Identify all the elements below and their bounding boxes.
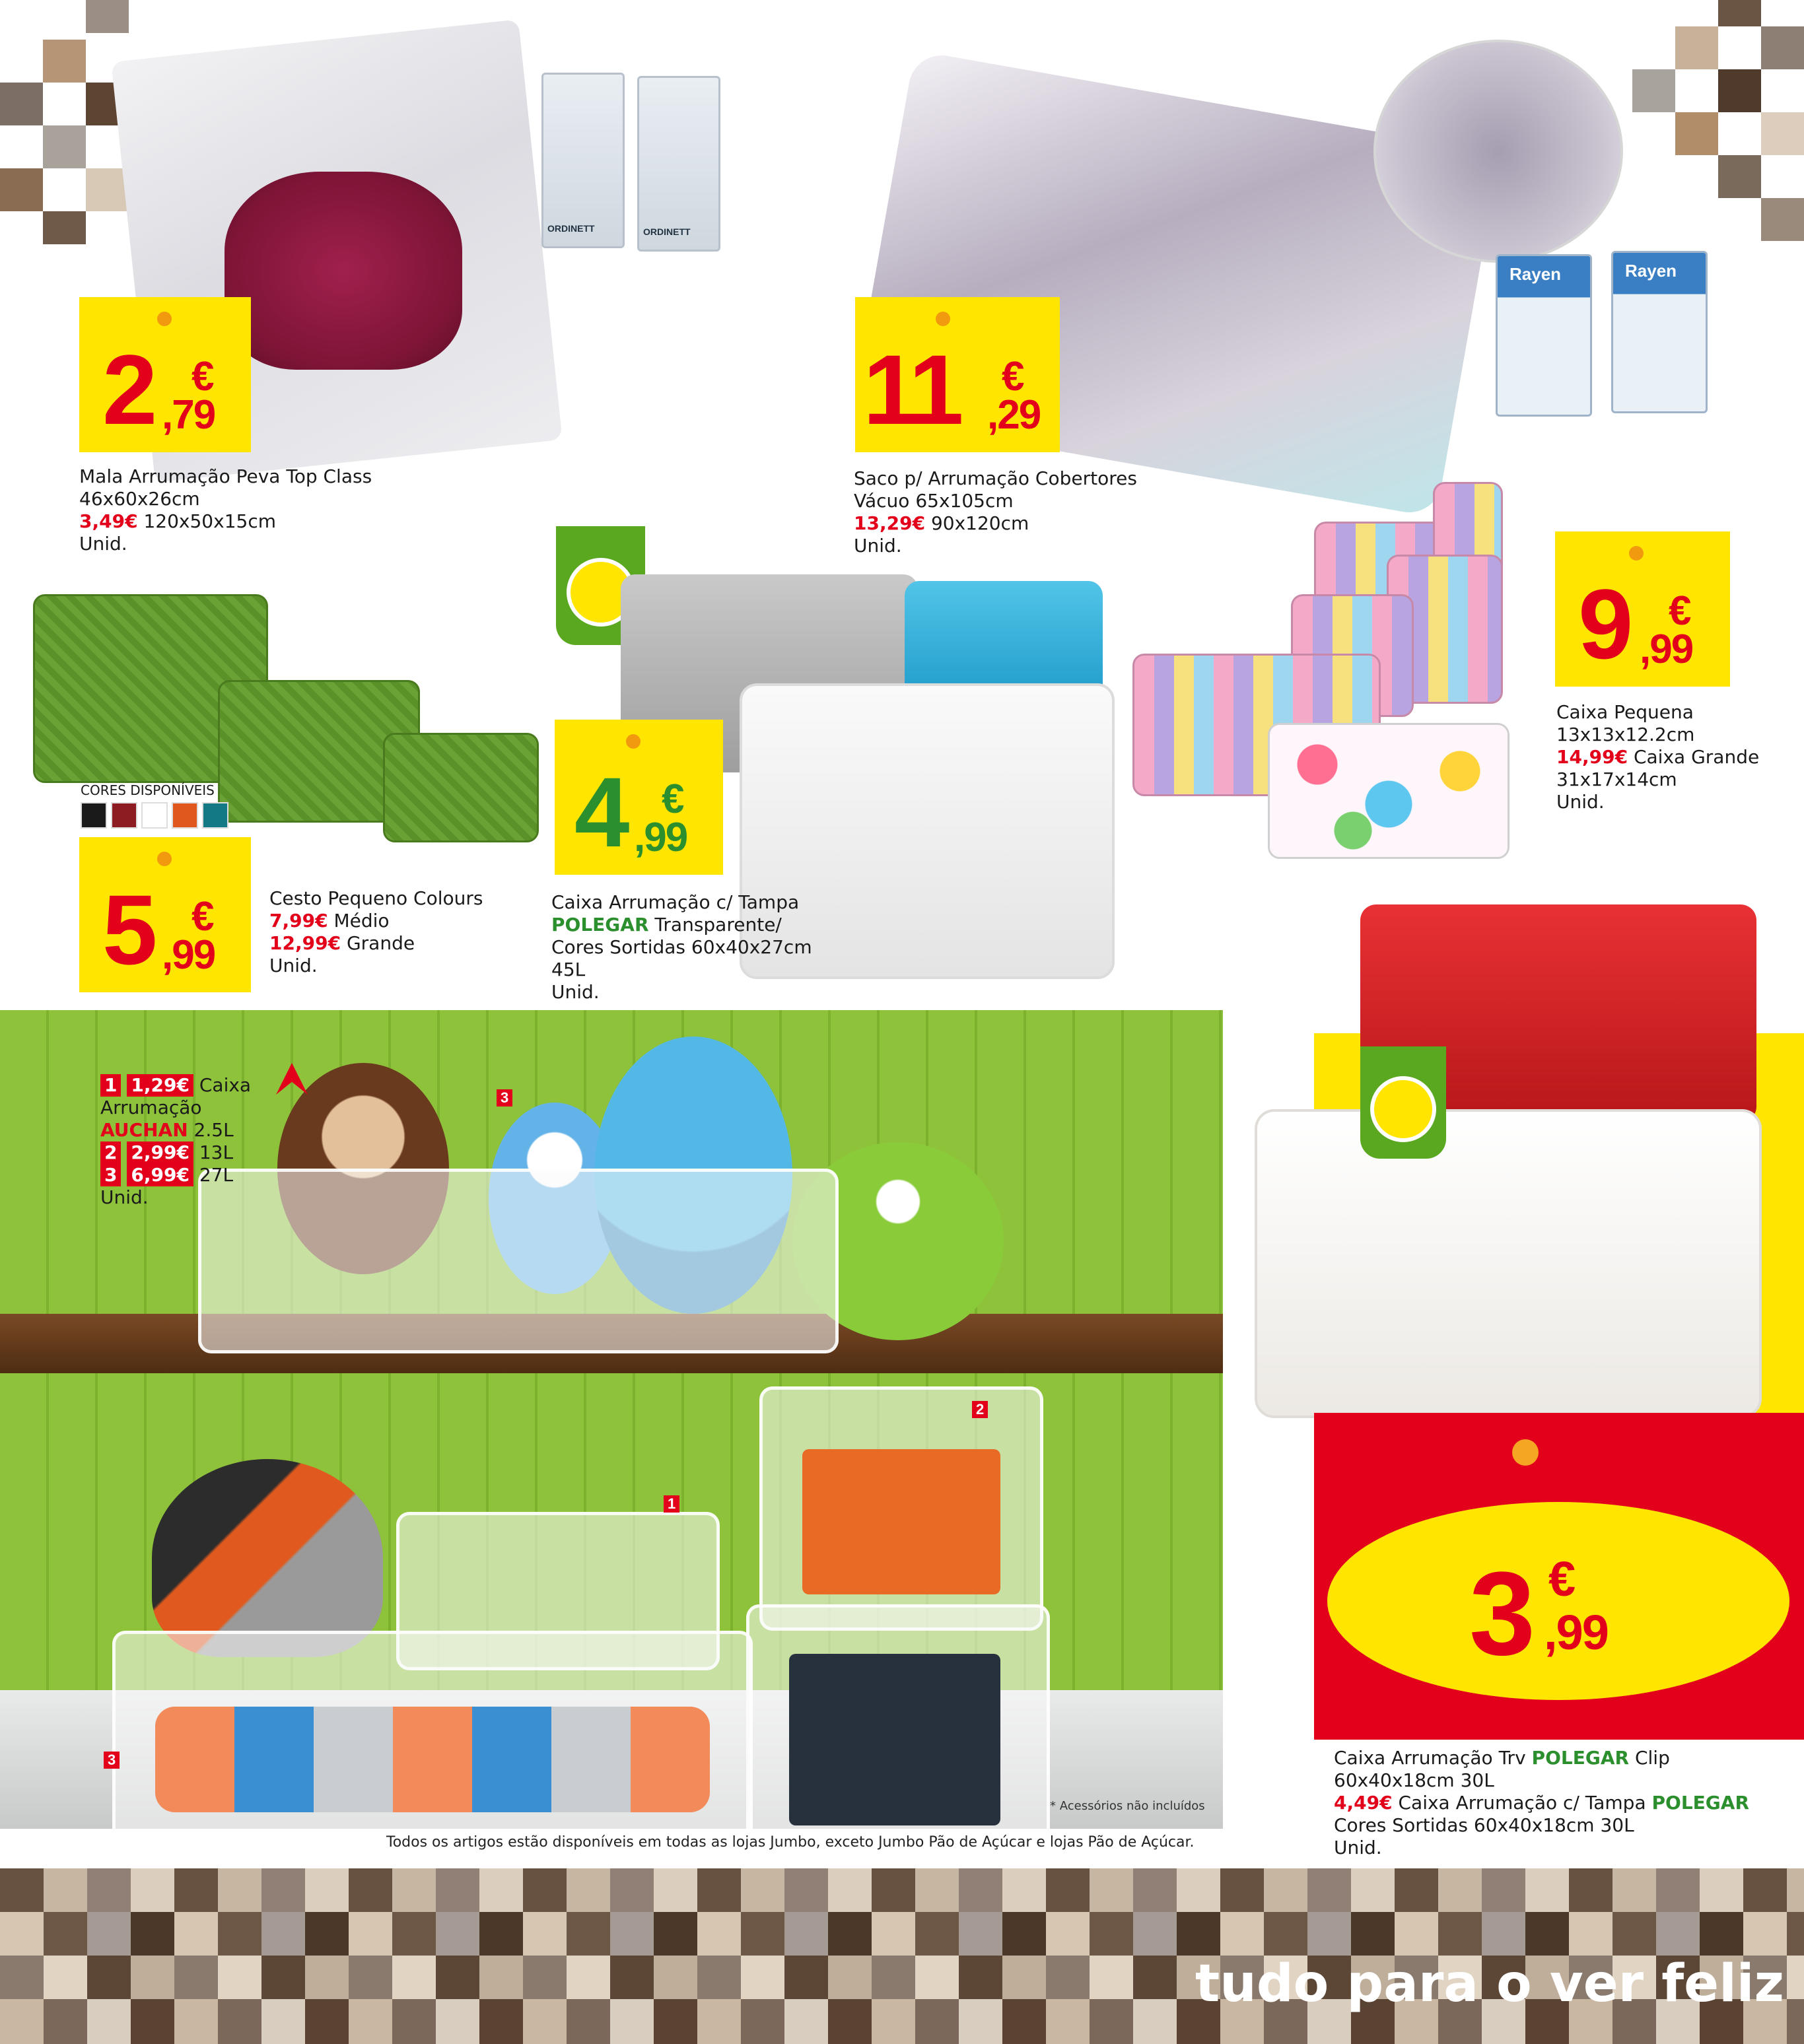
product-name: Caixa Arrumação Trv [1334,1747,1526,1769]
price-integer: 9 [1578,568,1630,679]
price-currency: € [1002,354,1025,399]
callout-number: 2 [972,1401,988,1418]
tag-hole [936,312,950,326]
tag-hole [626,734,641,749]
color-swatch-white [141,802,168,829]
callout-number: 3 [497,1089,512,1107]
package-brand-label: ORDINETT [547,223,595,234]
price-banner [1314,1413,1804,1740]
product-info-caixa-pequena [1556,701,1794,813]
price-currency: € [1669,588,1692,634]
product-unit: Unid. [1334,1837,1382,1858]
product-info-caixa-tampa [551,891,895,1004]
price-decimal: ,79 [162,392,215,438]
price [1578,568,1630,679]
brand-suffix: Transparente/ [648,914,782,936]
product-dims: 13x13x12.2cm [1556,724,1695,745]
product-unit: Unid. [100,1186,149,1208]
callout-number: 3 [104,1752,120,1769]
price [102,334,154,445]
price-currency: € [1548,1551,1576,1606]
product-unit: Unid. [1556,791,1605,813]
item-number: 2 [100,1141,121,1164]
alt-price: 4,49€ [1334,1792,1393,1814]
basket-small-image [383,733,539,842]
alt-dims: 31x17x14cm [1556,768,1677,790]
price-currency: € [662,776,685,822]
price-decimal: ,29 [987,392,1041,438]
product-info-caixa-trv [1334,1747,1796,1859]
price-integer: 2 [102,334,154,445]
availability-note: Todos os artigos estão disponíveis em todas as lojas Jumbo, exceto Jumbo Pão de Açúcar e lojas Pão de Açúcar. [386,1834,1195,1851]
thumbs-up-icon [1370,1076,1436,1142]
product-volume: 45L [551,959,586,980]
checker-top-right [1632,0,1804,244]
product-info-auchan [100,1074,312,1209]
package-brand-label: Rayen [1509,264,1562,284]
price [863,334,960,445]
item-price: 1,29€ [127,1074,193,1097]
alt-label: Caixa Arrumação c/ Tampa [1392,1792,1646,1814]
vacuum-bag-detail-image [1373,40,1623,263]
price-decimal: ,99 [162,932,215,978]
item-price: 2,99€ [127,1141,193,1164]
price-integer: 11 [863,334,960,445]
product-variant: Cores Sortidas 60x40x18cm 30L [1334,1814,1634,1836]
price-decimal: ,99 [1544,1605,1608,1660]
alt-dims: 120x50x15cm [137,510,276,532]
alt-dims: 90x120cm [925,512,1029,534]
folded-clothes [802,1449,1000,1594]
package-image [1496,254,1592,417]
price-decimal: ,99 [1640,627,1693,672]
price-integer: 5 [102,874,154,985]
colors-label: CORES DISPONÍVEIS [81,782,215,798]
package-image [1611,251,1708,413]
blanket-image [225,172,462,370]
price-currency: € [191,354,215,399]
color-swatch-black [81,802,107,829]
product-name: Cesto Pequeno Colours [269,887,483,909]
product-dims: 46x60x26cm [79,488,200,510]
brand-name: POLEGAR [1531,1747,1630,1769]
brand-suffix: Clip [1629,1747,1670,1769]
product-name: Saco p/ Arrumação Cobertores [854,467,1137,489]
product-name-extra: Top Class [280,465,372,487]
price-integer: 4 [574,757,626,868]
polegar-badge [1360,1046,1446,1159]
item-volume: 27L [193,1164,234,1186]
price [102,874,154,985]
brand-name: POLEGAR [551,914,649,936]
storage-box-medium [746,1604,1050,1829]
color-swatch-teal [202,802,228,829]
price-tag [1555,531,1730,687]
alt-price: 12,99€ [269,932,341,954]
item-volume: 13L [193,1141,234,1163]
color-swatch-red [111,802,137,829]
alt-price: 14,99€ [1556,746,1628,768]
alt-label: Grande [341,932,415,954]
item-number: 1 [100,1074,121,1097]
price-currency: € [191,894,215,939]
product-name: Caixa Pequena [1556,701,1694,723]
product-info-cesto [269,887,547,977]
alt-price: 3,49€ [79,510,138,532]
product-unit: Unid. [551,981,600,1003]
accessories-note: * Acessórios não incluídos [1050,1799,1205,1813]
price-tag [555,720,723,875]
white-box-image [1255,1109,1762,1418]
item-number: 3 [100,1164,121,1186]
price [574,757,626,868]
alt-label: Médio [328,910,390,932]
storage-box-shoes [112,1631,753,1829]
product-dims: 60x40x27cm [685,936,812,958]
slogan: tudo para o ver feliz [1195,1954,1784,2014]
alt-price: 13,29€ [854,512,926,534]
price-integer: 3 [1469,1548,1532,1680]
buttons-box-image [1268,723,1509,859]
product-unit: Unid. [79,533,127,555]
product-variant: Cores Sortidas [551,936,685,958]
folded-clothes [789,1654,1000,1825]
package-image [637,76,720,252]
price-tag [79,297,251,452]
price [1469,1548,1532,1680]
product-name: Mala Arrumação Peva [79,465,281,487]
product-name-line2: Vácuo [854,490,910,512]
price-tag [79,837,251,992]
product-info-mala [79,465,475,555]
product-unit: Unid. [854,535,902,557]
brand-name: AUCHAN [100,1119,188,1141]
alt-price: 7,99€ [269,910,328,932]
tag-hole [157,852,172,866]
tag-hole [157,312,172,326]
price-tag [855,297,1060,452]
item-volume: 2.5L [188,1119,234,1141]
alt-brand: POLEGAR [1651,1792,1750,1814]
package-brand-label: Rayen [1625,261,1677,281]
item-label: Caixa [193,1074,252,1096]
color-swatches [81,802,232,832]
product-info-saco [854,467,1276,557]
package-brand-label: ORDINETT [643,226,691,237]
callout-number: 1 [664,1495,679,1513]
product-unit: Unid. [269,955,318,976]
product-dims: 60x40x18cm 30L [1334,1769,1494,1791]
item-label-line2: Arrumação [100,1097,202,1118]
storage-box-medium [759,1386,1043,1631]
item-price: 6,99€ [127,1164,193,1186]
alt-label: Caixa Grande [1628,746,1760,768]
shoes [155,1707,710,1812]
helmet-image [152,1459,383,1657]
product-name: Caixa Arrumação c/ Tampa [551,891,800,913]
package-image [541,73,625,248]
color-swatch-orange [172,802,198,829]
tag-hole [1629,546,1644,561]
price-decimal: ,99 [634,815,687,860]
product-dims: 65x105cm [909,490,1014,512]
tag-hole [1512,1439,1539,1466]
